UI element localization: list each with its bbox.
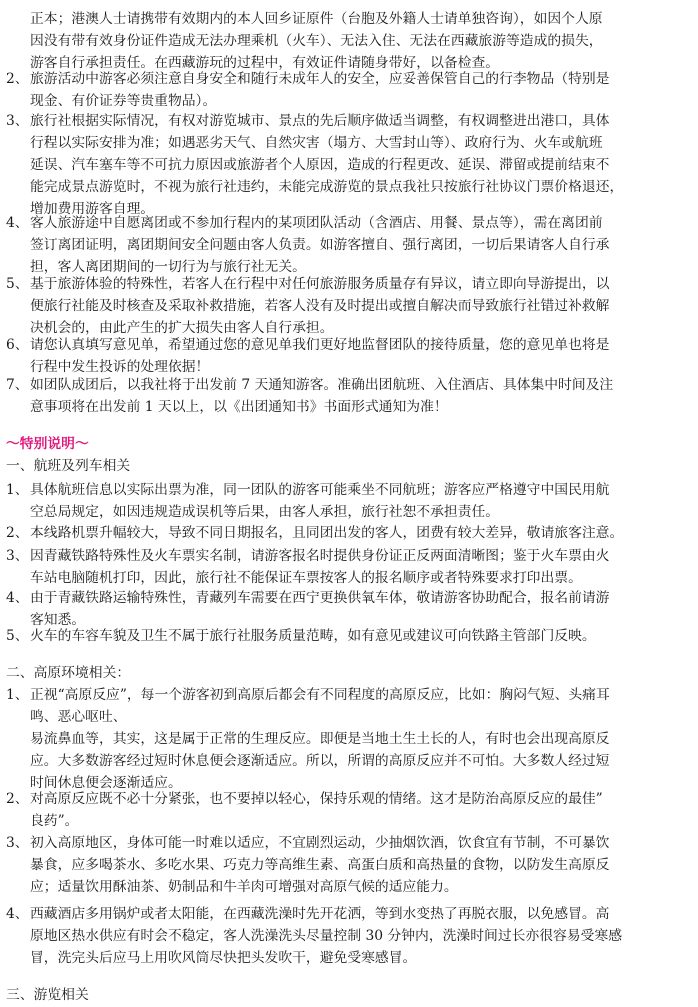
item-line: 西藏酒店多用锅炉或者太阳能，在西藏洗澡时先开花洒，等到水变热了再脱衣服，以免感冒。高 — [30, 906, 610, 922]
note-line: 增加费用游客自理。 — [30, 201, 155, 217]
special-heading: ～特别说明～ — [6, 436, 89, 452]
note-line: 担，客人离团期间的一切行为与旅行社无关。 — [30, 259, 306, 275]
item-line: 易流鼻血等，其实，这是属于正常的生理反应。即便是当地土生土长的人，有时也会出现高原反 — [30, 731, 610, 747]
item-line: 火车的车容车貌及卫生不属于旅行社服务质量范畴，如有意见或建议可向铁路主管部门反映。 — [30, 628, 596, 644]
item-line: 初入高原地区，身体可能一时难以适应，不宜剧烈运动，少抽烟饮酒，饮食宜有节制，不可暴饮 — [30, 835, 610, 851]
note-line: 行程中发生投诉的处理依据！ — [30, 359, 210, 375]
note-line: 如团队成团后，以我社将于出发前 7 天通知游客。准确出团航班、入住酒店、具体集中时间及注 — [30, 377, 614, 393]
note-line: 行程以实际安排为准；如遇恶劣天气、自然灾害（塌方、大雪封山等）、政府行为、火车或航班 — [30, 135, 603, 151]
note-number: 4、 — [6, 215, 29, 231]
item-line: 对高原反应既不必十分紧张，也不要掉以轻心，保持乐观的情绪。这才是防治高原反应的最佳” — [30, 791, 603, 807]
note-line: 客人旅游途中自愿离团或不参加行程内的某项团队活动（含酒店、用餐、景点等），需在离团前 — [30, 215, 603, 231]
item-number: 3、 — [6, 835, 29, 851]
intro-line: 游客自行承担责任。在西藏游玩的过程中，有效证件请随身带好，以备检查。 — [30, 55, 500, 71]
note-line: 基于旅游体验的特殊性，若客人在行程中对任何旅游服务质量存有异议，请立即向导游提出，以 — [30, 276, 610, 292]
note-line: 旅行社根据实际情况，有权对游览城市、景点的先后顺序做适当调整，有权调整进出港口，具体 — [30, 113, 610, 129]
note-line: 能完成景点游览时，不视为旅行社违约，未能完成游览的景点我社只按旅行社协议门票价格退还， — [30, 179, 624, 195]
item-number: 1、 — [6, 482, 29, 498]
section-title: 三、游览相关 — [6, 987, 89, 1003]
item-line: 客知悉。 — [30, 612, 86, 628]
note-line: 延误、汽车塞车等不可抗力原因或旅游者个人原因，造成的行程更改、延误、滞留或提前结束不 — [30, 157, 610, 173]
note-number: 7、 — [6, 377, 29, 393]
note-line: 便旅行社能及时核查及采取补救措施，若客人没有及时提出或擅自解决而导致旅行社错过补救解 — [30, 298, 610, 314]
item-number: 3、 — [6, 548, 29, 564]
item-line: 应。大多数游客经过短时休息便会逐渐适应。所以，所谓的高原反应并不可怕。大多数人经过短 — [30, 753, 610, 769]
item-line: 时间休息便会逐渐适应。 — [30, 775, 182, 791]
item-line: 原地区热水供应有时会不稳定，客人洗澡洗头尽量控制 30 分钟内，洗澡时间过长亦很容易受寒感 — [30, 928, 622, 944]
note-line: 旅游活动中游客必须注意自身安全和随行未成年人的安全，应妥善保管自己的行李物品（特别是 — [30, 71, 610, 87]
item-line: 暴食，应多喝茶水、多吃水果、巧克力等高维生素、高蛋白质和高热量的食物，以防发生高原反 — [30, 857, 610, 873]
intro-line: 正本；港澳人士请携带有效期内的本人回乡证原件（台胞及外籍人士请单独咨询），如因个人原 — [30, 11, 603, 27]
item-line: 车站电脑随机打印，因此，旅行社不能保证车票按客人的报名顺序或者特殊要求打印出票。 — [30, 570, 582, 586]
item-line: 良药”。 — [30, 813, 79, 829]
item-line: 空总局规定，如因违规造成误机等后果，由客人承担，旅行社恕不承担责任。 — [30, 504, 500, 520]
item-number: 4、 — [6, 590, 29, 606]
item-line: 具体航班信息以实际出票为准，同一团队的游客可能乘坐不同航班；游客应严格遵守中国民用航 — [30, 482, 610, 498]
section-title: 二、高原环境相关： — [6, 665, 131, 681]
note-number: 2、 — [6, 71, 29, 87]
item-line: 因青藏铁路特殊性及火车票实名制，请游客报名时提供身份证正反两面清晰图；鉴于火车票由火 — [30, 548, 610, 564]
note-number: 6、 — [6, 337, 29, 353]
item-line: 正视“高原反应”，每一个游客初到高原后都会有不同程度的高原反应，比如：胸闷气短、头痛耳 — [30, 687, 610, 703]
note-number: 5、 — [6, 276, 29, 292]
item-line: 鸣、恶心呕吐、 — [30, 709, 127, 725]
section-title: 一、航班及列车相关 — [6, 458, 131, 474]
note-line: 决机会的，由此产生的扩大损失由客人自行承担。 — [30, 320, 334, 336]
item-line: 应；适量饮用酥油茶、奶制品和牛羊肉可增强对高原气候的适应能力。 — [30, 879, 458, 895]
note-line: 签订离团证明，离团期间安全问题由客人负责。如游客擅自、强行离团，一切后果请客人自行承 — [30, 237, 610, 253]
item-number: 2、 — [6, 791, 29, 807]
note-line: 请您认真填写意见单，希望通过您的意见单我们更好地监督团队的接待质量，您的意见单也将是 — [30, 337, 610, 353]
note-line: 现金、有价证券等贵重物品）。 — [30, 93, 217, 109]
item-line: 本线路机票升幅较大，导致不同日期报名，且同团出发的客人，团费有较大差异，敬请旅客注意。 — [30, 525, 624, 541]
note-number: 3、 — [6, 113, 29, 129]
item-line: 由于青藏铁路运输特殊性，青藏列车需要在西宁更换供氧车体，敬请游客协助配合，报名前请游 — [30, 590, 610, 606]
intro-line: 因没有带有效身份证件造成无法办理乘机（火车）、无法入住、无法在西藏旅游等造成的损失， — [30, 33, 603, 49]
item-number: 4、 — [6, 906, 29, 922]
note-line: 意事项将在出发前 1 天以上，以《出团通知书》书面形式通知为准！ — [30, 399, 448, 415]
item-number: 2、 — [6, 525, 29, 541]
item-number: 5、 — [6, 628, 29, 644]
item-number: 1、 — [6, 687, 29, 703]
item-line: 冒，洗完头后应马上用吹风筒尽快把头发吹干，避免受寒感冒。 — [30, 950, 417, 966]
